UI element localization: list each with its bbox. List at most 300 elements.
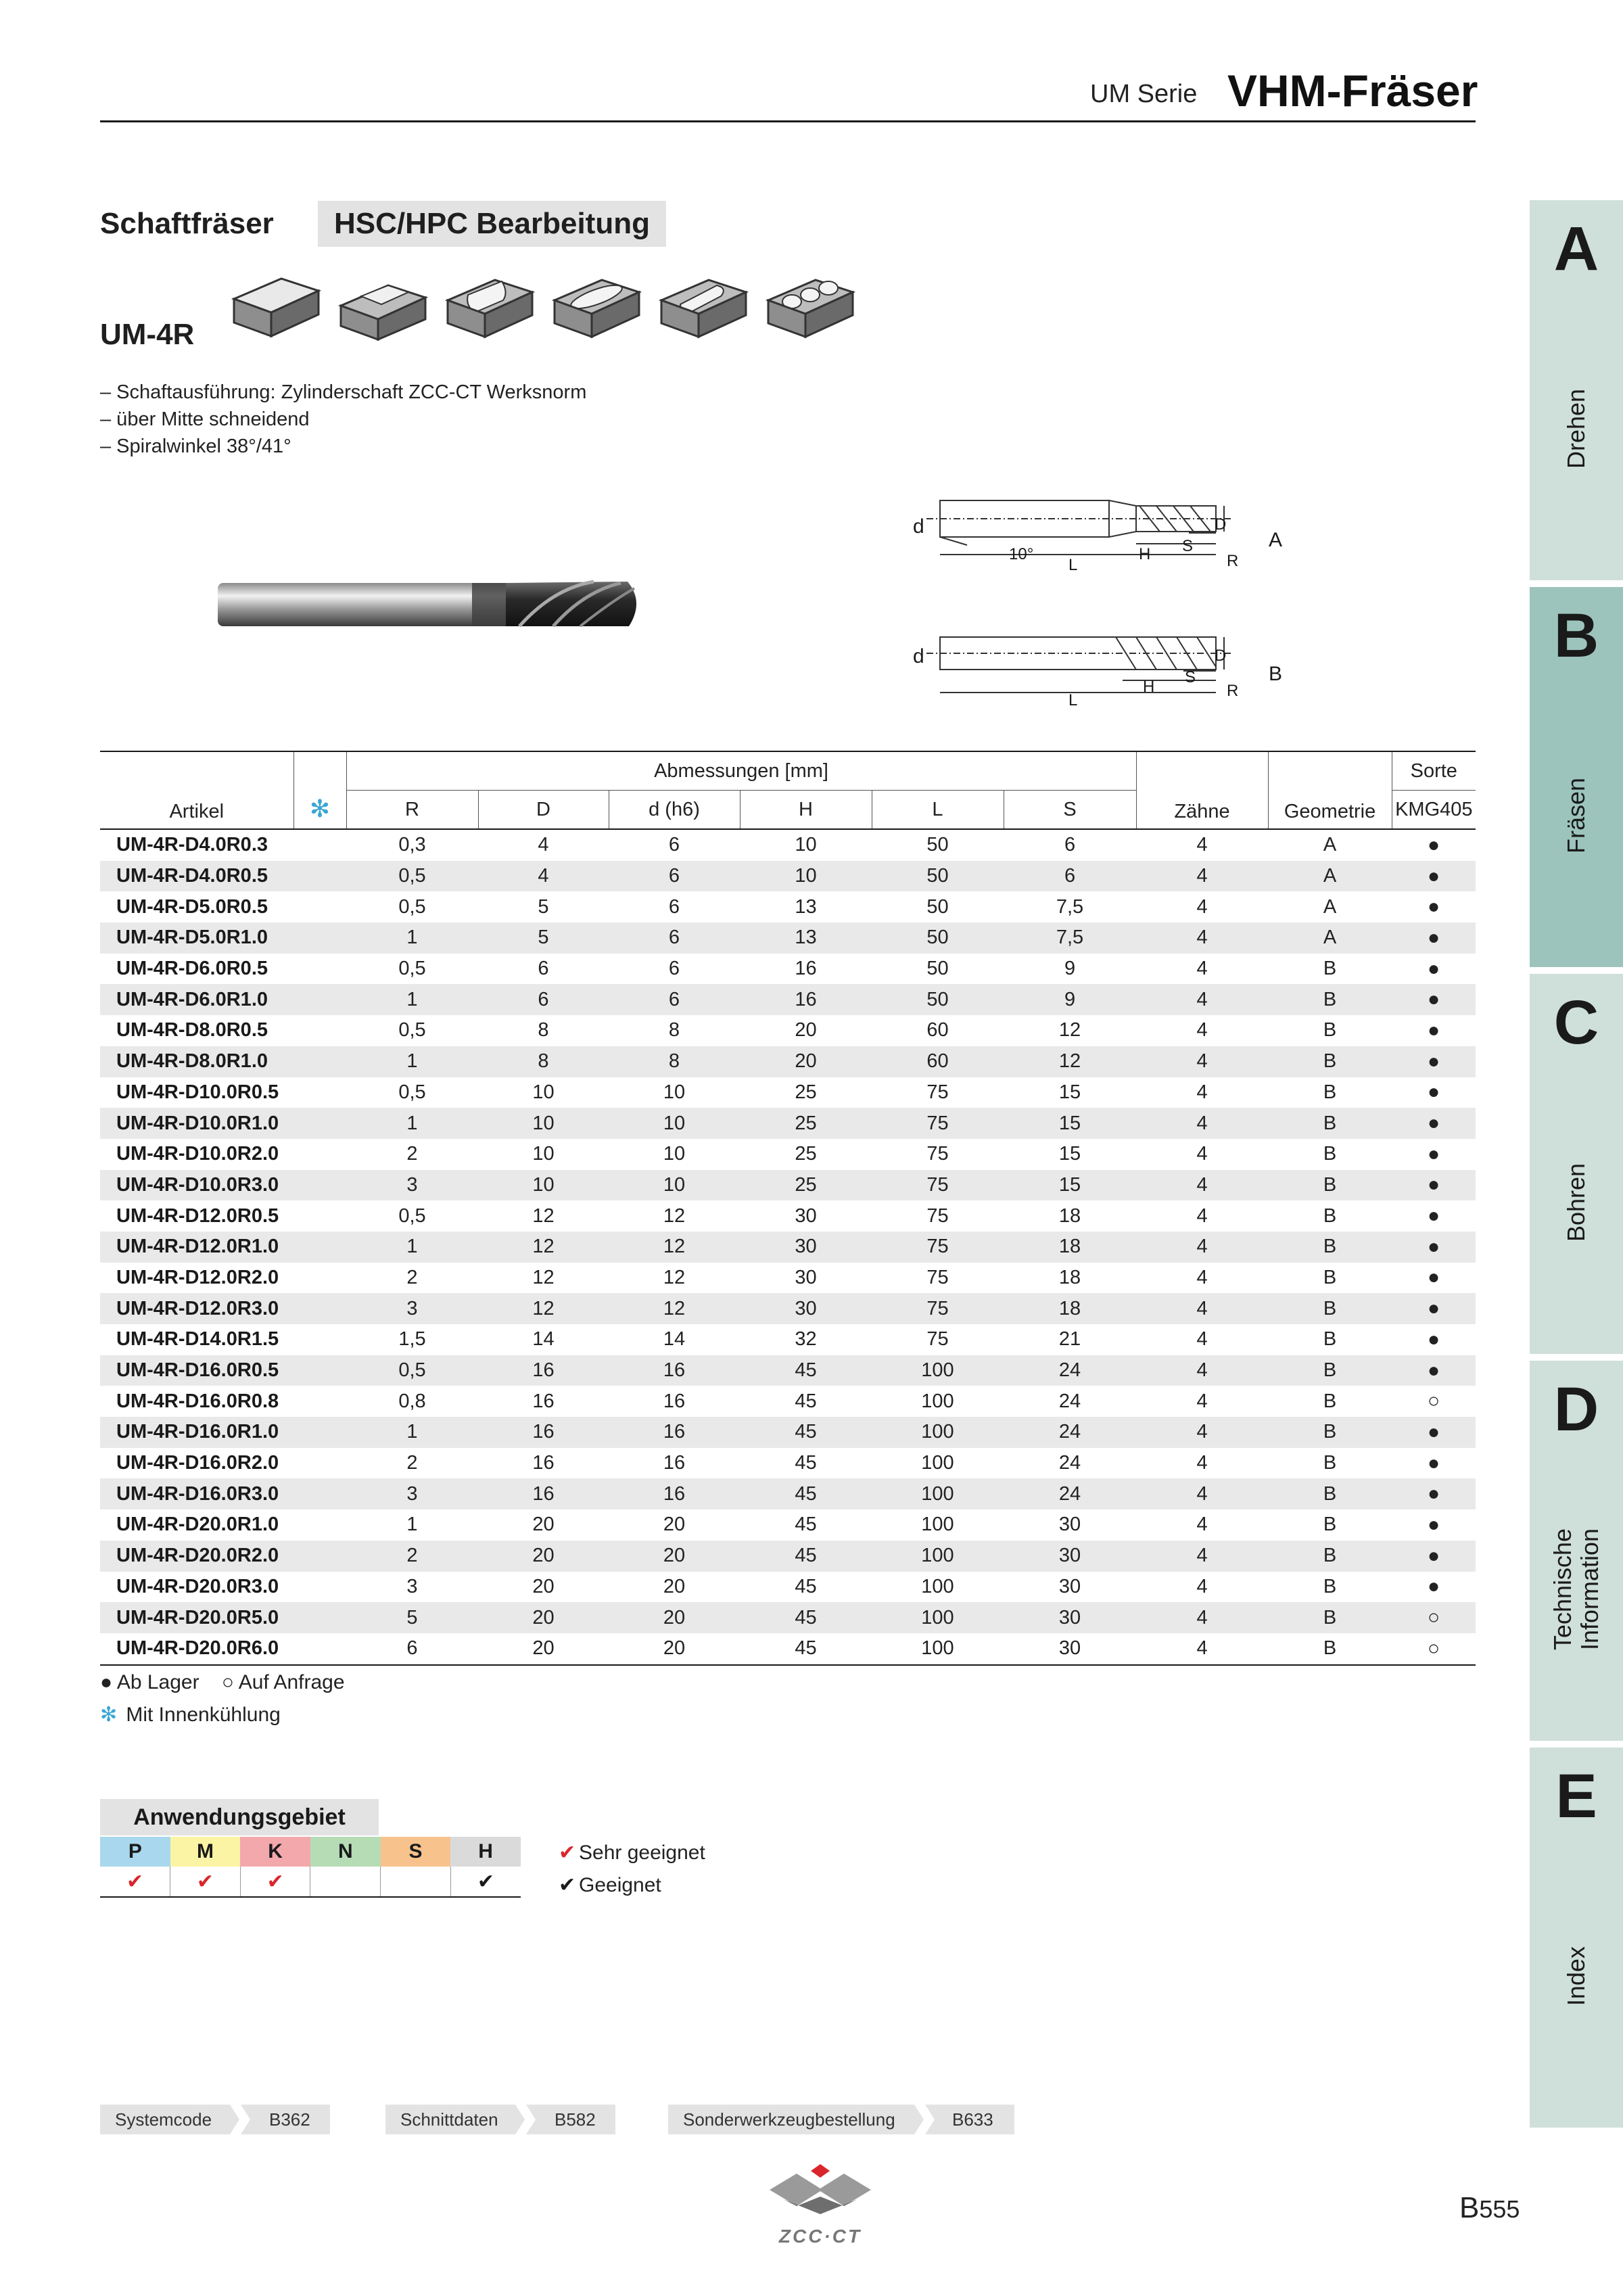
value-cell: B — [1268, 1355, 1392, 1386]
value-cell: 32 — [795, 1328, 817, 1351]
value-cell: 16 — [663, 1452, 686, 1474]
value-cell: 6 — [668, 895, 680, 918]
value-cell: 12 — [478, 1232, 609, 1263]
table-row — [100, 1541, 1476, 1572]
value-cell: 30 — [740, 1293, 872, 1324]
article-cell: UM-4R-D10.0R0.5 — [116, 1081, 279, 1103]
value-cell: B — [1323, 1328, 1337, 1351]
page-prefix: B — [1459, 2191, 1480, 2224]
table-row — [100, 1633, 1476, 1665]
drawing-a-D-label: D — [1215, 515, 1227, 534]
value-cell: 100 — [872, 1633, 1004, 1665]
value-cell: 10 — [795, 834, 817, 856]
value-cell: 4 — [538, 834, 549, 856]
value-cell: 100 — [872, 1602, 1004, 1633]
coolant-cell — [293, 891, 346, 922]
value-cell: 8 — [478, 1046, 609, 1077]
value-cell: 4 — [1136, 1602, 1268, 1633]
article-cell: UM-4R-D20.0R1.0 — [116, 1514, 279, 1536]
value-cell: 3 — [346, 1170, 478, 1201]
value-cell: B — [1323, 1019, 1337, 1041]
value-cell: 18 — [1004, 1232, 1136, 1263]
value-cell: 45 — [795, 1575, 817, 1597]
col-header-s: S — [1004, 791, 1136, 830]
availability-cell: ● — [1427, 1575, 1440, 1598]
value-cell: 24 — [1004, 1478, 1136, 1509]
article-cell: UM-4R-D20.0R6.0 — [100, 1633, 293, 1665]
value-cell: 75 — [926, 1204, 949, 1227]
application-title: Anwendungsgebiet — [100, 1799, 379, 1835]
page-number-value: 555 — [1479, 2195, 1520, 2223]
value-cell: 45 — [740, 1417, 872, 1448]
table-row — [100, 1602, 1476, 1633]
value-cell: 45 — [740, 1602, 872, 1633]
suitable-label: Geeignet — [579, 1874, 661, 1896]
tab-letter: B — [1553, 601, 1599, 670]
drawing-b-R-label: R — [1227, 682, 1239, 700]
table-row — [100, 1046, 1476, 1077]
value-cell: 16 — [609, 1355, 740, 1386]
value-cell: 16 — [609, 1417, 740, 1448]
logo-text: ZCC·CT — [778, 2226, 862, 2247]
value-cell: 4 — [1196, 1514, 1208, 1536]
availability-legend — [100, 1666, 345, 1731]
value-cell: 20 — [795, 1019, 817, 1041]
tab-index[interactable] — [1530, 1748, 1623, 2128]
availability-cell: ● — [1392, 922, 1476, 954]
suitability-legend — [559, 1837, 705, 1902]
in-stock-label: Ab Lager — [116, 1671, 199, 1693]
coolant-cell — [293, 1170, 346, 1201]
availability-cell: ● — [1427, 1328, 1440, 1351]
article-cell: UM-4R-D14.0R1.5 — [116, 1328, 279, 1351]
ref-schnittdaten[interactable] — [385, 2105, 615, 2134]
value-cell: 1 — [346, 1046, 478, 1077]
availability-cell: ● — [1427, 1142, 1440, 1165]
very-suitable-label: Sehr geeignet — [579, 1842, 705, 1864]
value-cell: 30 — [795, 1204, 817, 1227]
value-cell: 3 — [346, 1478, 478, 1509]
article-cell: UM-4R-D20.0R2.0 — [100, 1541, 293, 1572]
value-cell: 60 — [926, 1019, 949, 1041]
value-cell: 25 — [740, 1108, 872, 1139]
col-header-geometrie: Geometrie — [1268, 751, 1392, 829]
feature-item: – Schaftausführung: Zylinderschaft ZCC-CT Werksnorm — [100, 381, 587, 403]
value-cell: 6 — [1064, 834, 1076, 856]
availability-cell: ● — [1427, 957, 1440, 980]
value-cell: 4 — [1136, 1417, 1268, 1448]
value-cell: 75 — [926, 1266, 949, 1288]
value-cell: 16 — [795, 958, 817, 980]
value-cell: 100 — [872, 1541, 1004, 1572]
coolant-cell — [293, 1077, 346, 1108]
availability-cell: ● — [1392, 1046, 1476, 1077]
value-cell: 15 — [1058, 1143, 1081, 1165]
material-suitability: ✔ — [100, 1867, 170, 1897]
drawing-geometry-a — [913, 487, 1251, 575]
tab-letter: D — [1553, 1375, 1599, 1444]
value-cell: 4 — [1136, 1293, 1268, 1324]
value-cell: 10 — [609, 1170, 740, 1201]
value-cell: 16 — [532, 1390, 555, 1412]
value-cell: 24 — [1004, 1417, 1136, 1448]
article-cell: UM-4R-D16.0R2.0 — [116, 1452, 279, 1474]
page-title: VHM-Fräser — [1227, 66, 1478, 116]
article-cell: UM-4R-D5.0R0.5 — [116, 895, 268, 918]
value-cell: B — [1323, 1514, 1337, 1536]
page-number — [1459, 2191, 1520, 2225]
value-cell: 2 — [406, 1266, 418, 1288]
drawing-b-D-label: D — [1215, 647, 1227, 665]
availability-cell: ● — [1427, 1266, 1440, 1289]
value-cell: 21 — [1058, 1328, 1081, 1351]
coolant-cell — [293, 1386, 346, 1417]
value-cell: A — [1268, 861, 1392, 892]
brand-logo — [763, 2161, 878, 2249]
value-cell: 4 — [1196, 834, 1208, 856]
value-cell: 45 — [795, 1452, 817, 1474]
value-cell: B — [1268, 1417, 1392, 1448]
value-cell: 16 — [532, 1452, 555, 1474]
value-cell: 30 — [795, 1266, 817, 1288]
value-cell: B — [1268, 1602, 1392, 1633]
tab-letter: A — [1553, 214, 1599, 283]
tab-label: Drehen — [1562, 388, 1590, 469]
value-cell: 50 — [926, 834, 949, 856]
table-row — [100, 954, 1476, 985]
table-row — [100, 1139, 1476, 1170]
slot-block-icon — [227, 272, 323, 346]
coolant-cell — [293, 1602, 346, 1633]
value-cell: 10 — [740, 861, 872, 892]
ref-label: Systemcode — [115, 2109, 212, 2130]
table-row — [100, 1263, 1476, 1294]
tab-drehen[interactable] — [1530, 200, 1623, 580]
col-header-kmg405: KMG405 — [1392, 791, 1476, 830]
value-cell: 20 — [663, 1514, 686, 1536]
coolant-cell — [293, 1015, 346, 1046]
product-table — [100, 751, 1476, 1666]
value-cell: 16 — [609, 1478, 740, 1509]
material-code: K — [240, 1837, 310, 1867]
value-cell: 12 — [663, 1204, 686, 1227]
category-title: Schaftfräser — [100, 207, 274, 240]
availability-cell: ○ — [1427, 1390, 1440, 1413]
value-cell: 0,5 — [398, 1019, 426, 1041]
value-cell: 20 — [478, 1541, 609, 1572]
value-cell: B — [1268, 1108, 1392, 1139]
value-cell: 45 — [740, 1478, 872, 1509]
value-cell: 1 — [406, 1514, 418, 1536]
value-cell: 12 — [1004, 1046, 1136, 1077]
coolant-cell — [293, 922, 346, 954]
value-cell: 0,5 — [346, 861, 478, 892]
coolant-cell — [293, 984, 346, 1015]
value-cell: B — [1323, 1266, 1337, 1288]
groove-block-icon — [441, 272, 537, 346]
bore-block-icon — [761, 272, 857, 346]
value-cell: 4 — [1196, 1019, 1208, 1041]
value-cell: 50 — [872, 922, 1004, 954]
value-cell: 13 — [740, 922, 872, 954]
chevron-right-icon — [226, 2105, 253, 2134]
value-cell: 6 — [609, 922, 740, 954]
value-cell: 18 — [1058, 1266, 1081, 1288]
coolant-legend-icon: ✻ — [100, 1704, 118, 1726]
value-cell: 4 — [1196, 1143, 1208, 1165]
value-cell: 0,5 — [346, 1355, 478, 1386]
table-row — [100, 891, 1476, 922]
col-group-sorte: Sorte — [1392, 751, 1476, 791]
table-row — [100, 1478, 1476, 1509]
availability-cell: ● — [1427, 1081, 1440, 1104]
value-cell: 75 — [872, 1293, 1004, 1324]
value-cell: 7,5 — [1056, 895, 1084, 918]
value-cell: 30 — [740, 1232, 872, 1263]
table-row — [100, 1015, 1476, 1046]
article-cell: UM-4R-D4.0R0.3 — [116, 834, 268, 856]
value-cell: 0,5 — [398, 958, 426, 980]
availability-cell: ○ — [1392, 1633, 1476, 1665]
value-cell: 10 — [478, 1170, 609, 1201]
value-cell: 8 — [609, 1046, 740, 1077]
value-cell: 2 — [346, 1541, 478, 1572]
value-cell: 5 — [538, 895, 549, 918]
tab-fraesen[interactable] — [1530, 587, 1623, 967]
drawing-geometry-b — [913, 622, 1251, 710]
article-cell: UM-4R-D16.0R1.0 — [100, 1417, 293, 1448]
col-group-abmessungen: Abmessungen [mm] — [346, 751, 1136, 791]
coolant-legend-label: Mit Innenkühlung — [126, 1704, 281, 1726]
availability-cell: ● — [1392, 1355, 1476, 1386]
value-cell: 25 — [795, 1081, 817, 1103]
value-cell: 15 — [1004, 1108, 1136, 1139]
table-row — [100, 1170, 1476, 1201]
value-cell: 4 — [1196, 1328, 1208, 1351]
col-header-d: D — [478, 791, 609, 830]
coolant-cell — [293, 1417, 346, 1448]
value-cell: 4 — [1136, 1478, 1268, 1509]
value-cell: 4 — [1196, 1390, 1208, 1412]
value-cell: 9 — [1004, 984, 1136, 1015]
value-cell: 100 — [921, 1452, 954, 1474]
value-cell: B — [1323, 1575, 1337, 1597]
value-cell: 12 — [609, 1232, 740, 1263]
value-cell: 24 — [1058, 1390, 1081, 1412]
ref-code: B582 — [555, 2109, 596, 2130]
series-label: UM Serie — [1090, 80, 1198, 108]
value-cell: A — [1323, 834, 1337, 856]
table-row — [100, 1200, 1476, 1232]
value-cell: 75 — [926, 1143, 949, 1165]
tab-technische-information[interactable] — [1530, 1361, 1623, 1741]
material-suitability — [310, 1867, 381, 1897]
value-cell: 4 — [1136, 1170, 1268, 1201]
tab-label: Technische Information — [1549, 1528, 1603, 1651]
table-row — [100, 1232, 1476, 1263]
value-cell: 8 — [668, 1019, 680, 1041]
value-cell: B — [1323, 1390, 1337, 1412]
value-cell: 100 — [872, 1355, 1004, 1386]
value-cell: 45 — [740, 1355, 872, 1386]
value-cell: 18 — [1058, 1204, 1081, 1227]
value-cell: 75 — [872, 1108, 1004, 1139]
value-cell: 4 — [1196, 1266, 1208, 1288]
article-cell: UM-4R-D16.0R0.8 — [116, 1390, 279, 1412]
value-cell: 12 — [663, 1266, 686, 1288]
value-cell: 10 — [478, 1108, 609, 1139]
coolant-cell — [293, 1293, 346, 1324]
value-cell: 4 — [1136, 1046, 1268, 1077]
value-cell: 12 — [1058, 1019, 1081, 1041]
ref-label: Schnittdaten — [400, 2109, 498, 2130]
value-cell: 100 — [872, 1417, 1004, 1448]
ref-code: B633 — [952, 2109, 993, 2130]
material-code: H — [450, 1837, 521, 1867]
value-cell: 4 — [1136, 1232, 1268, 1263]
tab-label: Bohren — [1562, 1163, 1590, 1242]
value-cell: 60 — [872, 1046, 1004, 1077]
tab-letter: E — [1555, 1762, 1597, 1831]
value-cell: 10 — [532, 1143, 555, 1165]
material-suitability: ✔ — [170, 1867, 241, 1897]
col-header-d-h6: d (h6) — [609, 791, 740, 830]
value-cell: 6 — [538, 958, 549, 980]
article-cell: UM-4R-D16.0R3.0 — [100, 1478, 293, 1509]
coolant-cell — [293, 1200, 346, 1232]
value-cell: 15 — [1004, 1170, 1136, 1201]
drawing-a-R-label: R — [1227, 552, 1239, 570]
value-cell: B — [1268, 1046, 1392, 1077]
on-request-circle-icon: ○ — [221, 1671, 235, 1693]
article-cell: UM-4R-D10.0R1.0 — [100, 1108, 293, 1139]
value-cell: 20 — [663, 1575, 686, 1597]
value-cell: 20 — [609, 1541, 740, 1572]
value-cell: 4 — [1196, 1452, 1208, 1474]
availability-cell: ● — [1427, 1451, 1440, 1474]
value-cell: 50 — [926, 958, 949, 980]
value-cell: 20 — [532, 1514, 555, 1536]
drawing-b-S-label: S — [1185, 668, 1196, 686]
table-row — [100, 1355, 1476, 1386]
value-cell: 45 — [740, 1633, 872, 1665]
value-cell: 6 — [609, 984, 740, 1015]
value-cell: 1 — [346, 1108, 478, 1139]
value-cell: 75 — [926, 1081, 949, 1103]
coolant-cell — [293, 1139, 346, 1170]
material-code: N — [310, 1837, 381, 1867]
value-cell: 15 — [1058, 1081, 1081, 1103]
article-cell: UM-4R-D8.0R0.5 — [116, 1019, 268, 1041]
category-badge: HSC/HPC Bearbeitung — [318, 201, 666, 247]
value-cell: 3 — [406, 1575, 418, 1597]
value-cell: B — [1268, 1633, 1392, 1665]
table-row — [100, 1077, 1476, 1108]
col-header-zaehne: Zähne — [1136, 751, 1268, 829]
value-cell: 16 — [478, 1355, 609, 1386]
ref-sonderwerkzeugbestellung[interactable] — [668, 2105, 1014, 2134]
product-table-body — [100, 829, 1476, 1665]
value-cell: B — [1323, 958, 1337, 980]
on-request-label: Auf Anfrage — [238, 1671, 345, 1693]
value-cell: A — [1268, 922, 1392, 954]
coolant-cell — [293, 1108, 346, 1139]
value-cell: 0,8 — [398, 1390, 426, 1412]
value-cell: 1 — [346, 922, 478, 954]
material-suitability: ✔ — [240, 1867, 310, 1897]
table-row — [100, 1108, 1476, 1139]
drawing-a-d-label: d — [913, 515, 924, 538]
value-cell: 5 — [346, 1602, 478, 1633]
value-cell: 25 — [795, 1143, 817, 1165]
coolant-cell — [293, 1572, 346, 1603]
value-cell: 10 — [663, 1143, 686, 1165]
value-cell: 4 — [1136, 1355, 1268, 1386]
value-cell: B — [1268, 1293, 1392, 1324]
coolant-cell — [293, 1478, 346, 1509]
coolant-cell — [293, 1046, 346, 1077]
table-row — [100, 1324, 1476, 1355]
value-cell: B — [1268, 1478, 1392, 1509]
tool-photo — [215, 561, 648, 642]
value-cell: 4 — [1136, 1541, 1268, 1572]
value-cell: 5 — [478, 922, 609, 954]
tab-bohren[interactable] — [1530, 974, 1623, 1354]
availability-cell: ● — [1392, 1478, 1476, 1509]
pocket-block-icon — [548, 272, 644, 346]
value-cell: 4 — [1136, 1633, 1268, 1665]
article-cell: UM-4R-D12.0R0.5 — [116, 1204, 279, 1227]
value-cell: 6 — [346, 1633, 478, 1665]
col-header-l: L — [872, 791, 1004, 830]
tab-label: Index — [1562, 1946, 1590, 2007]
value-cell: 30 — [1004, 1602, 1136, 1633]
chevron-right-icon — [910, 2105, 937, 2134]
value-cell: 0,5 — [398, 895, 426, 918]
drawing-a-label: A — [1269, 529, 1283, 551]
table-row — [100, 1509, 1476, 1541]
value-cell: 30 — [1004, 1541, 1136, 1572]
table-row — [100, 1448, 1476, 1479]
value-cell: 14 — [532, 1328, 555, 1351]
in-stock-dot-icon: ● — [100, 1671, 113, 1693]
value-cell: 4 — [1196, 1081, 1208, 1103]
material-code: P — [100, 1837, 170, 1867]
material-code: S — [381, 1837, 451, 1867]
drawing-b-L-label: L — [1068, 691, 1078, 709]
article-cell: UM-4R-D5.0R1.0 — [100, 922, 293, 954]
value-cell: 20 — [609, 1602, 740, 1633]
value-cell: 100 — [921, 1514, 954, 1536]
value-cell: 6 — [668, 834, 680, 856]
value-cell: 1 — [346, 984, 478, 1015]
drawing-b-label: B — [1269, 663, 1283, 685]
value-cell: 20 — [609, 1633, 740, 1665]
value-cell: 16 — [478, 1478, 609, 1509]
value-cell: 16 — [740, 984, 872, 1015]
ref-systemcode[interactable] — [100, 2105, 330, 2134]
article-cell: UM-4R-D12.0R3.0 — [100, 1293, 293, 1324]
ramp-block-icon — [655, 272, 751, 346]
value-cell: 100 — [921, 1390, 954, 1412]
value-cell: B — [1268, 1232, 1392, 1263]
table-row — [100, 1417, 1476, 1448]
value-cell: 2 — [406, 1452, 418, 1474]
article-cell: UM-4R-D4.0R0.5 — [100, 861, 293, 892]
ref-label: Sonderwerkzeugbestellung — [683, 2109, 895, 2130]
coolant-cell — [293, 1509, 346, 1541]
coolant-cell — [293, 829, 346, 861]
